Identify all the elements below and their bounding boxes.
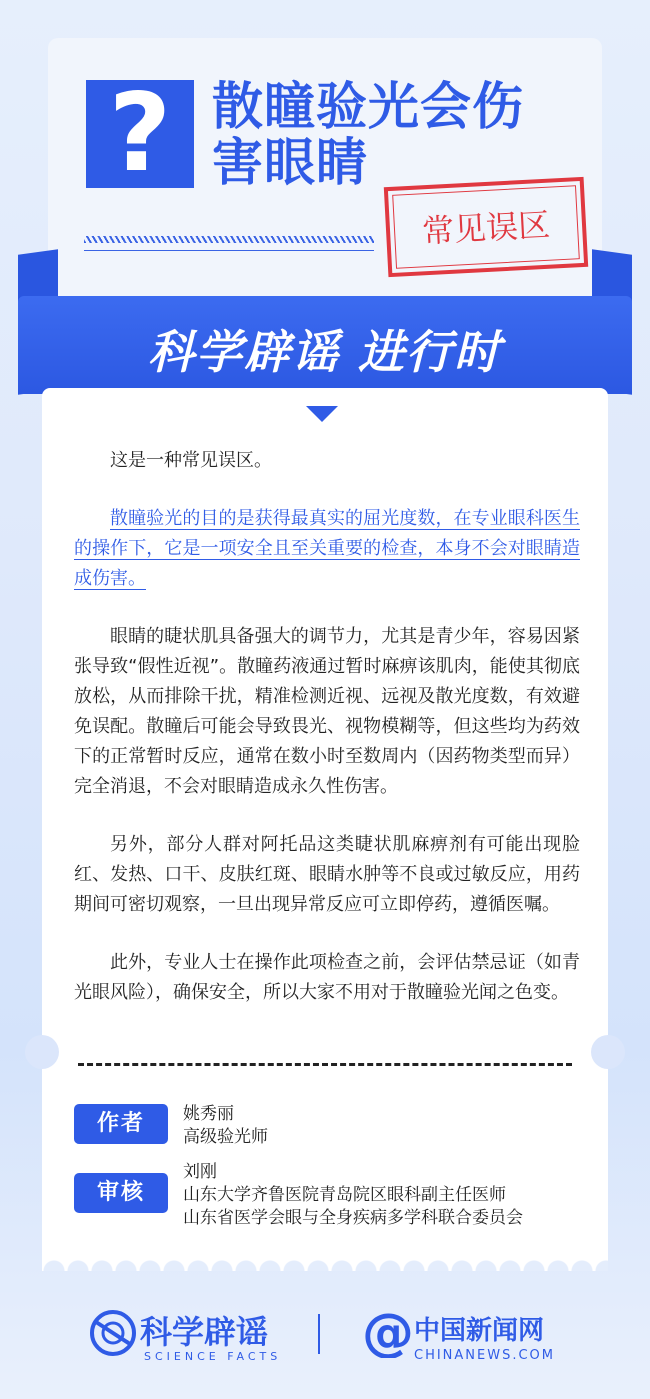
divider [78,1063,572,1066]
paragraph-explanation: 眼睛的睫状肌具备强大的调节力，尤其是青少年，容易因紧张导致“假性近视”。散瞳药液通过暂时麻痹该肌肉，能使其彻底放松，从而排除干扰，精准检测近视、远视及散光度数，有效避免误配。散瞳后可能会导致畏光、视物模糊等，但这些均为药效下的正常暂时反应，通常在数小时至数周内（因药物类型而异）完全消退，不会对眼睛造成永久性伤害。 [74,626,580,797]
paragraph-conclusion: 此外，专业人士在操作此项检查之前，会评估禁忌证（如青光眼风险），确保安全，所以大家不用对于散瞳验光闻之色变。 [74,952,580,1003]
banner-title: 科学辟谣 进行时 [147,325,502,379]
author-title: 高级验光师 [183,1127,268,1147]
paragraph-side-effects: 另外，部分人群对阿托品这类睫状肌麻痹剂有可能出现脸红、发热、口干、皮肤红斑、眼睛水肿等不良或过敏反应，用药期间可密切观察，一旦出现异常反应可立即停药，遵循医嘱。 [74,834,580,915]
reviewer-title-2: 山东省医学会眼与全身疾病多学科联合委员会 [183,1208,523,1228]
question-mark-icon: ? [86,80,194,188]
title-line-2: 害眼睛 [212,134,369,193]
footer-divider [318,1314,320,1354]
card-notch-right [591,1035,625,1069]
author-info [183,1103,268,1149]
author-badge: 作者 [74,1104,168,1144]
highlight-text: 散瞳验光的目的是获得最真实的屈光度数，在专业眼科医生的操作下，它是一项安全且至关重要的检查，本身不会对眼睛造成伤害。 [74,508,580,589]
hatch-decoration [84,236,374,254]
science-facts-logo-sub: SCIENCE FACTS [144,1350,282,1363]
card-notch-left [25,1035,59,1069]
science-facts-logo-text: 科学辟谣 [140,1313,269,1351]
reviewer-title-1: 山东大学齐鲁医院青岛院区眼科副主任医师 [183,1185,506,1205]
paragraph-intro: 这是一种常见误区。 [110,450,272,471]
article-body [74,446,580,1036]
reviewer-name: 刘刚 [183,1162,217,1182]
chinanews-logo-text: 中国新闻网 [414,1316,545,1346]
down-triangle-icon [306,406,338,422]
stamp-text: 常见误区 [392,185,580,269]
reviewer-info [183,1161,523,1230]
title-line-1: 散瞳验光会伤 [212,78,525,137]
card-scallop-edge [42,1247,608,1271]
svg-text:@: @ [362,1303,414,1358]
author-name: 姚秀丽 [183,1104,234,1124]
misconception-stamp [384,177,588,277]
science-facts-logo-icon [88,1308,138,1358]
chinanews-logo-sub: CHINANEWS.COM [414,1348,556,1363]
page-title [212,80,592,192]
reviewer-badge: 审核 [74,1173,168,1213]
chinanews-logo-icon [358,1302,414,1358]
paragraph-highlight [74,504,580,594]
